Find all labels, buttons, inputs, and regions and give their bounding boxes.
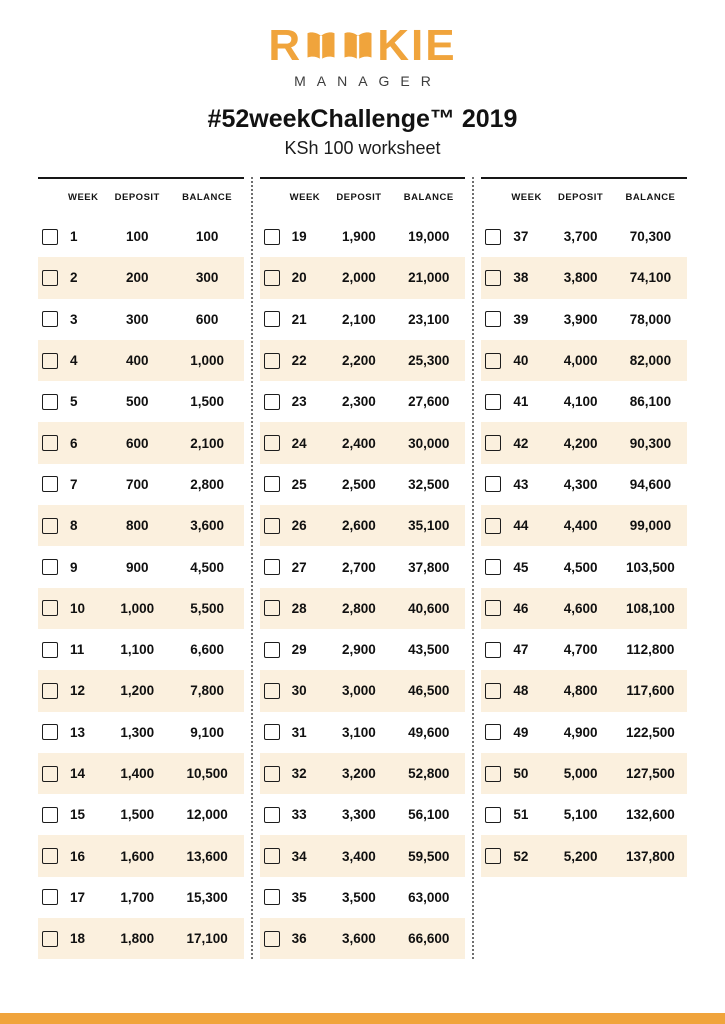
balance-value: 94,600	[629, 476, 672, 492]
balance-value: 1,500	[190, 394, 224, 410]
table-row	[38, 629, 244, 670]
week-checkbox[interactable]	[42, 518, 58, 534]
balance-value: 52,800	[408, 766, 450, 781]
table-row	[38, 422, 244, 463]
deposit-value: 3,400	[342, 848, 376, 864]
balance-value: 1,000	[190, 353, 224, 369]
week-checkbox[interactable]	[42, 807, 58, 823]
week-number: 49	[513, 724, 529, 740]
table-row	[481, 505, 687, 546]
week-number: 10	[70, 600, 86, 616]
table-row	[481, 381, 687, 422]
brand-text-post: KIE	[377, 21, 457, 70]
week-number: 21	[291, 311, 307, 327]
week-checkbox[interactable]	[485, 435, 501, 451]
week-number: 34	[291, 848, 307, 864]
table-row	[481, 299, 687, 340]
column-header-deposit: DEPOSIT	[114, 192, 160, 203]
balance-value: 132,600	[626, 807, 675, 823]
week-number: 52	[513, 848, 529, 864]
week-checkbox[interactable]	[264, 600, 280, 616]
week-checkbox[interactable]	[42, 683, 58, 699]
week-checkbox[interactable]	[42, 270, 58, 286]
week-number: 42	[513, 435, 529, 451]
week-checkbox[interactable]	[264, 642, 280, 658]
week-number: 9	[70, 559, 78, 575]
balance-value: 40,600	[408, 600, 450, 616]
table-row	[481, 422, 687, 463]
deposit-value: 2,800	[342, 600, 376, 616]
balance-value: 2,800	[190, 476, 224, 492]
deposit-value: 1,600	[120, 848, 155, 864]
table-row	[481, 794, 687, 835]
deposit-value: 1,100	[120, 642, 155, 658]
week-checkbox[interactable]	[264, 476, 280, 492]
deposit-value: 2,000	[342, 270, 376, 286]
table-row	[260, 340, 466, 381]
week-number: 1	[70, 229, 78, 245]
deposit-value: 1,200	[120, 683, 155, 699]
table-row	[260, 918, 466, 959]
column-header-week: WEEK	[511, 192, 542, 203]
table-row	[260, 464, 466, 505]
week-checkbox[interactable]	[485, 476, 501, 492]
brand-subtitle: MANAGER	[294, 73, 442, 89]
week-checkbox[interactable]	[485, 270, 501, 286]
balance-value: 59,500	[408, 848, 450, 864]
week-checkbox[interactable]	[264, 766, 280, 782]
week-number: 16	[70, 848, 86, 864]
deposit-value: 700	[125, 476, 149, 492]
week-number: 40	[513, 353, 529, 369]
deposit-value: 4,300	[563, 476, 598, 492]
table-row	[260, 422, 466, 463]
week-checkbox[interactable]	[485, 642, 501, 658]
balance-value: 122,500	[626, 724, 675, 740]
table-row	[481, 257, 687, 298]
week-number: 7	[70, 476, 78, 492]
deposit-value: 300	[125, 311, 149, 327]
week-number: 25	[291, 476, 307, 492]
week-number: 2	[70, 270, 78, 286]
week-checkbox[interactable]	[485, 724, 501, 740]
balance-value: 56,100	[408, 807, 450, 823]
week-checkbox[interactable]	[42, 889, 58, 905]
week-number: 37	[513, 229, 529, 245]
table-row	[260, 546, 466, 587]
balance-value: 46,500	[408, 683, 450, 699]
table-row	[38, 340, 244, 381]
table-row	[38, 918, 244, 959]
balance-value: 49,600	[408, 724, 450, 740]
week-number: 46	[513, 600, 529, 616]
deposit-value: 200	[125, 270, 149, 286]
week-checkbox[interactable]	[42, 353, 58, 369]
week-number: 45	[513, 559, 529, 575]
balance-value: 4,500	[190, 559, 224, 575]
deposit-value: 1,800	[120, 931, 155, 947]
week-checkbox[interactable]	[264, 807, 280, 823]
week-number: 41	[513, 394, 529, 410]
balance-value: 112,800	[626, 642, 675, 658]
worksheet-column	[38, 177, 244, 959]
table-row	[38, 299, 244, 340]
open-book-icon	[304, 27, 338, 65]
table-row	[481, 464, 687, 505]
table-row	[260, 588, 466, 629]
week-checkbox[interactable]	[264, 394, 280, 410]
deposit-value: 3,500	[342, 889, 376, 905]
week-number: 12	[70, 683, 86, 699]
week-number: 44	[513, 518, 529, 534]
week-number: 47	[513, 642, 529, 658]
column-header-balance: BALANCE	[182, 192, 233, 203]
deposit-value: 500	[125, 394, 149, 410]
deposit-value: 3,300	[342, 807, 376, 823]
table-row	[38, 505, 244, 546]
column-header-row	[38, 179, 244, 216]
deposit-value: 600	[125, 435, 149, 451]
week-number: 5	[70, 394, 78, 410]
week-number: 32	[291, 766, 307, 781]
table-row	[260, 794, 466, 835]
balance-value: 15,300	[186, 889, 228, 905]
deposit-value: 4,400	[563, 518, 598, 534]
balance-value: 17,100	[186, 931, 228, 947]
balance-value: 25,300	[408, 353, 450, 369]
balance-value: 117,600	[626, 683, 675, 699]
week-checkbox[interactable]	[485, 807, 501, 823]
week-checkbox[interactable]	[264, 229, 280, 245]
balance-value: 19,000	[408, 229, 450, 245]
balance-value: 10,500	[186, 766, 228, 781]
balance-value: 74,100	[629, 270, 672, 286]
balance-value: 63,000	[408, 889, 450, 905]
week-checkbox[interactable]	[42, 724, 58, 740]
balance-value: 70,300	[629, 229, 672, 245]
deposit-value: 1,400	[120, 766, 155, 781]
column-header-week: WEEK	[68, 192, 99, 203]
balance-value: 30,000	[408, 435, 450, 451]
deposit-value: 5,200	[563, 848, 598, 864]
deposit-value: 900	[125, 559, 149, 575]
table-row	[38, 794, 244, 835]
table-row	[38, 257, 244, 298]
week-number: 18	[70, 931, 86, 947]
brand-logo	[0, 21, 725, 70]
week-checkbox[interactable]	[42, 766, 58, 782]
deposit-value: 2,900	[342, 642, 376, 658]
column-header-balance: BALANCE	[403, 192, 454, 203]
week-checkbox[interactable]	[485, 848, 501, 864]
worksheet-table	[38, 177, 687, 959]
table-row	[38, 712, 244, 753]
balance-value: 78,000	[629, 311, 672, 327]
deposit-value: 2,400	[342, 435, 376, 451]
deposit-value: 4,200	[563, 435, 598, 451]
table-row	[481, 753, 687, 794]
week-number: 29	[291, 642, 307, 658]
week-number: 22	[291, 353, 307, 369]
table-row	[38, 670, 244, 711]
table-row	[38, 835, 244, 876]
table-row	[38, 588, 244, 629]
column-divider	[472, 177, 474, 959]
week-checkbox[interactable]	[264, 931, 280, 947]
deposit-value: 4,100	[563, 394, 598, 410]
worksheet-column	[481, 177, 687, 959]
deposit-value: 2,700	[342, 559, 376, 575]
table-row	[481, 670, 687, 711]
table-row	[260, 835, 466, 876]
week-number: 23	[291, 394, 307, 410]
open-book-icon	[341, 27, 375, 65]
week-checkbox[interactable]	[42, 394, 58, 410]
balance-value: 99,000	[629, 518, 672, 534]
column-header-week: WEEK	[289, 192, 321, 203]
table-row	[260, 299, 466, 340]
deposit-value: 100	[125, 229, 149, 245]
week-checkbox[interactable]	[264, 559, 280, 575]
deposit-value: 1,300	[120, 724, 155, 740]
balance-value: 86,100	[629, 394, 672, 410]
deposit-value: 3,800	[563, 270, 598, 286]
week-number: 11	[70, 642, 85, 658]
week-checkbox[interactable]	[42, 229, 58, 245]
balance-value: 2,100	[190, 435, 224, 451]
week-checkbox[interactable]	[42, 476, 58, 492]
balance-value: 43,500	[408, 642, 450, 658]
balance-value: 3,600	[190, 518, 224, 534]
week-checkbox[interactable]	[485, 518, 501, 534]
page-header	[0, 0, 725, 159]
column-header-row	[260, 179, 466, 216]
week-number: 36	[291, 931, 307, 947]
table-row	[38, 546, 244, 587]
week-number: 51	[513, 807, 529, 823]
week-number: 27	[291, 559, 307, 575]
balance-value: 5,500	[190, 600, 224, 616]
deposit-value: 2,100	[342, 311, 376, 327]
week-checkbox[interactable]	[42, 559, 58, 575]
table-row	[260, 257, 466, 298]
balance-value: 35,100	[408, 518, 450, 534]
week-number: 8	[70, 518, 78, 534]
column-header-balance: BALANCE	[625, 192, 676, 203]
week-number: 33	[291, 807, 307, 823]
balance-value: 37,800	[408, 559, 450, 575]
week-checkbox[interactable]	[264, 848, 280, 864]
balance-value: 12,000	[186, 807, 228, 823]
balance-value: 137,800	[626, 848, 675, 864]
table-row	[481, 588, 687, 629]
page-title: #52weekChallenge™ 2019	[207, 105, 518, 133]
week-number: 30	[291, 683, 307, 699]
week-number: 48	[513, 683, 529, 699]
deposit-value: 4,000	[563, 353, 598, 369]
deposit-value: 3,200	[342, 766, 376, 781]
week-checkbox[interactable]	[42, 311, 58, 327]
balance-value: 90,300	[629, 435, 672, 451]
table-row	[260, 753, 466, 794]
week-number: 35	[291, 889, 307, 905]
deposit-value: 5,100	[563, 807, 598, 823]
week-checkbox[interactable]	[264, 724, 280, 740]
week-checkbox[interactable]	[42, 435, 58, 451]
balance-value: 82,000	[629, 353, 672, 369]
balance-value: 103,500	[626, 559, 675, 575]
week-number: 3	[70, 311, 78, 327]
week-checkbox[interactable]	[264, 353, 280, 369]
table-row	[260, 877, 466, 918]
deposit-value: 4,600	[563, 600, 598, 616]
table-row	[38, 464, 244, 505]
week-number: 26	[291, 518, 307, 534]
week-checkbox[interactable]	[485, 229, 501, 245]
deposit-value: 1,700	[120, 889, 155, 905]
week-checkbox[interactable]	[485, 766, 501, 782]
week-number: 20	[291, 270, 307, 286]
week-number: 31	[291, 724, 307, 740]
week-number: 6	[70, 435, 78, 451]
deposit-value: 4,700	[563, 642, 598, 658]
week-checkbox[interactable]	[485, 600, 501, 616]
week-number: 4	[70, 353, 78, 369]
week-number: 17	[70, 889, 86, 905]
brand-text-pre: R	[268, 21, 303, 70]
week-number: 43	[513, 476, 529, 492]
week-checkbox[interactable]	[264, 435, 280, 451]
deposit-value: 3,700	[563, 229, 598, 245]
week-number: 15	[70, 807, 86, 823]
deposit-value: 1,500	[120, 807, 155, 823]
column-header-deposit: DEPOSIT	[557, 192, 604, 203]
deposit-value: 2,600	[342, 518, 376, 534]
balance-value: 13,600	[186, 848, 228, 864]
column-header-row	[481, 179, 687, 216]
deposit-value: 3,600	[342, 931, 376, 947]
table-row	[260, 216, 466, 257]
week-checkbox[interactable]	[264, 889, 280, 905]
balance-value: 100	[195, 229, 219, 245]
week-number: 38	[513, 270, 529, 286]
deposit-value: 2,200	[342, 353, 376, 369]
worksheet-column	[260, 177, 466, 959]
week-number: 14	[70, 766, 86, 781]
table-row	[481, 340, 687, 381]
week-checkbox[interactable]	[485, 394, 501, 410]
week-checkbox[interactable]	[485, 311, 501, 327]
deposit-value: 4,900	[563, 724, 598, 740]
week-checkbox[interactable]	[42, 642, 58, 658]
deposit-value: 5,000	[563, 766, 598, 781]
deposit-value: 4,800	[563, 683, 598, 699]
deposit-value: 1,900	[342, 229, 376, 245]
week-number: 13	[70, 724, 86, 740]
week-checkbox[interactable]	[42, 931, 58, 947]
week-checkbox[interactable]	[42, 600, 58, 616]
table-row	[481, 835, 687, 876]
balance-value: 108,100	[626, 600, 675, 616]
table-row	[481, 629, 687, 670]
page-subtitle: KSh 100 worksheet	[284, 138, 441, 158]
balance-value: 127,500	[626, 766, 675, 781]
table-row	[260, 381, 466, 422]
week-checkbox[interactable]	[485, 683, 501, 699]
week-number: 28	[291, 600, 307, 616]
week-number: 19	[291, 229, 307, 245]
balance-value: 32,500	[408, 476, 450, 492]
deposit-value: 3,000	[342, 683, 376, 699]
deposit-value: 3,900	[563, 311, 598, 327]
table-row	[38, 877, 244, 918]
balance-value: 6,600	[190, 642, 224, 658]
balance-value: 7,800	[190, 683, 224, 699]
column-header-deposit: DEPOSIT	[336, 192, 382, 203]
deposit-value: 4,500	[563, 559, 598, 575]
footer-accent-bar	[0, 1013, 725, 1024]
table-row	[260, 505, 466, 546]
week-number: 50	[513, 766, 529, 781]
deposit-value: 2,300	[342, 394, 376, 410]
balance-value: 27,600	[408, 394, 450, 410]
week-checkbox[interactable]	[264, 270, 280, 286]
table-row	[260, 629, 466, 670]
deposit-value: 3,100	[342, 724, 376, 740]
table-row	[38, 381, 244, 422]
balance-value: 66,600	[408, 931, 450, 947]
deposit-value: 400	[125, 353, 149, 369]
table-row	[481, 712, 687, 753]
week-number: 24	[291, 435, 307, 451]
table-row	[38, 216, 244, 257]
week-checkbox[interactable]	[264, 311, 280, 327]
table-row	[481, 216, 687, 257]
deposit-value: 1,000	[120, 600, 155, 616]
week-number: 39	[513, 311, 529, 327]
balance-value: 21,000	[408, 270, 450, 286]
week-checkbox[interactable]	[485, 559, 501, 575]
week-checkbox[interactable]	[485, 353, 501, 369]
balance-value: 300	[195, 270, 219, 286]
table-row	[260, 670, 466, 711]
table-row	[38, 753, 244, 794]
balance-value: 600	[195, 311, 219, 327]
balance-value: 23,100	[408, 311, 450, 327]
balance-value: 9,100	[190, 724, 224, 740]
column-divider	[251, 177, 253, 959]
week-checkbox[interactable]	[264, 518, 280, 534]
week-checkbox[interactable]	[264, 683, 280, 699]
table-row	[481, 546, 687, 587]
deposit-value: 800	[125, 518, 149, 534]
table-row	[260, 712, 466, 753]
week-checkbox[interactable]	[42, 848, 58, 864]
deposit-value: 2,500	[342, 476, 376, 492]
